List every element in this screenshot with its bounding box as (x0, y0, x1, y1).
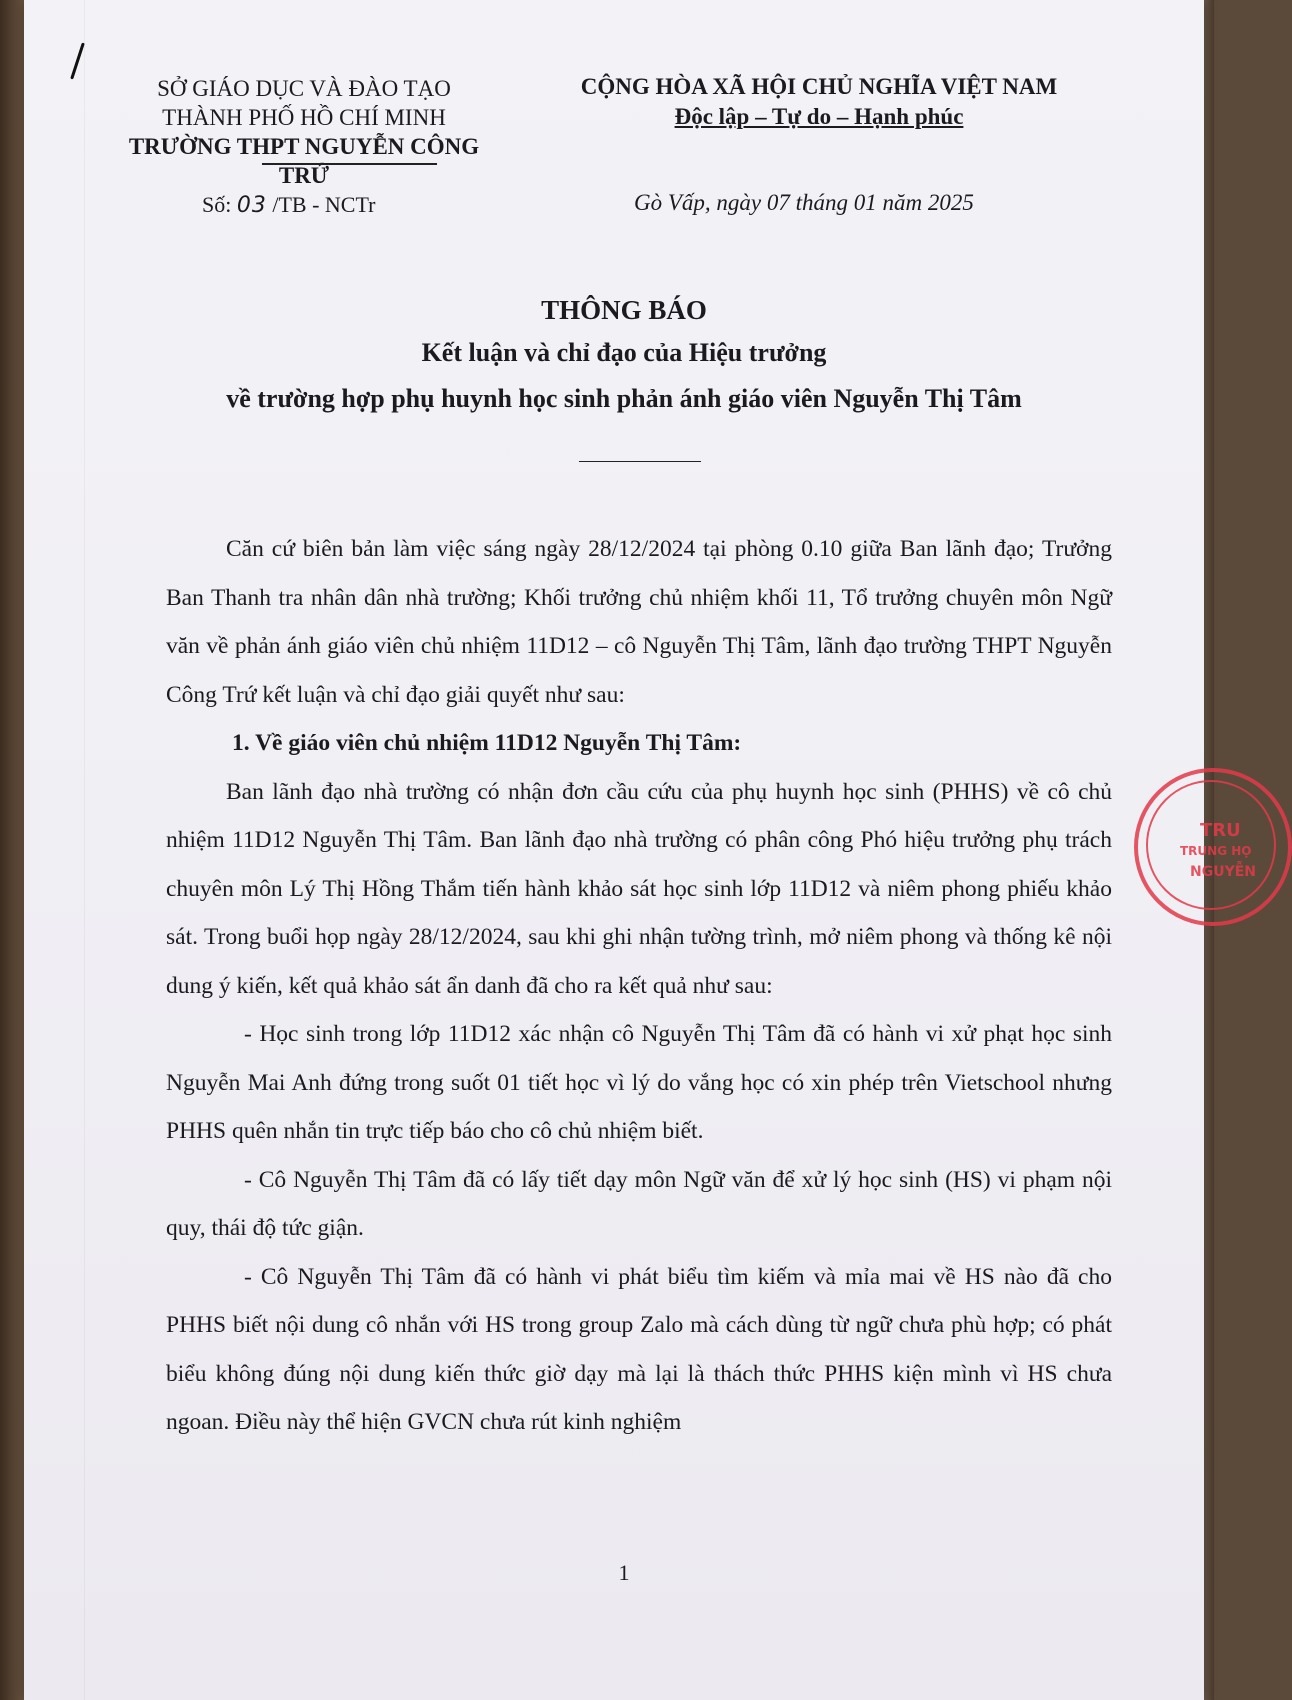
section-heading: 1. Về giáo viên chủ nhiệm 11D12 Nguyễn Thị Tâm: (232, 730, 742, 756)
finding-item-3: - Cô Nguyễn Thị Tâm đã có hành vi phát biểu tìm kiếm và mỉa mai về HS nào đã cho PHHS biết nội dung cô nhắn với HS trong group Zalo mà cách dùng từ ngữ chưa phù hợp; có phát biểu không đúng nội dung kiến thức giờ dạy mà lại là thách thức PHHS kiện mình vì HS chưa ngoan. Điều này thể hiện GVCN chưa rút kinh nghiệm (166, 1263, 1112, 1435)
title-divider (579, 461, 701, 462)
issuer-school: TRƯỜNG THPT NGUYỄN CÔNG TRỨ (128, 134, 480, 188)
document-number (202, 192, 375, 218)
issuer-block (104, 74, 504, 190)
finding-item-2: - Cô Nguyễn Thị Tâm đã có lấy tiết dạy môn Ngữ văn để xử lý học sinh (HS) vi phạm nội quy, thái độ tức giận. (166, 1166, 1112, 1241)
pen-mark (70, 42, 85, 79)
number-prefix: Số: (202, 192, 232, 217)
document-date: Gò Vấp, ngày 07 tháng 01 năm 2025 (634, 190, 974, 215)
national-motto: Độc lập – Tự do – Hạnh phúc (674, 104, 964, 129)
republic-name: CỘNG HÒA XÃ HỘI CHỦ NGHĨA VIỆT NAM (580, 74, 1058, 99)
issuer-department: SỞ GIÁO DỤC VÀ ĐÀO TẠO (157, 76, 451, 101)
page-number: 1 (618, 1560, 630, 1585)
intro-paragraph: Căn cứ biên bản làm việc sáng ngày 28/12/2024 tại phòng 0.10 giữa Ban lãnh đạo; Trưởng Ban Thanh tra nhân dân nhà trường; Khối trưởng chủ nhiệm khối 11, Tổ trưởng chuyên môn Ngữ văn về phản ánh giáo viên chủ nhiệm 11D12 – cô Nguyễn Thị Tâm, lãnh đạo trường THPT Nguyễn Công Trứ kết luận và chỉ đạo giải quyết như sau: (166, 536, 1112, 708)
document-title (144, 290, 1104, 422)
stamp-text-1: TRU (1200, 820, 1241, 841)
red-seal-stamp (1134, 768, 1292, 926)
section-paragraph: Ban lãnh đạo nhà trường có nhận đơn cầu cứu của phụ huynh học sinh (PHHS) về cô chủ nhiệm 11D12 Nguyễn Thị Tâm. Ban lãnh đạo nhà trường có phân công Phó hiệu trưởng phụ trách chuyên môn Lý Thị Hồng Thắm tiến hành khảo sát học sinh lớp 11D12 và niêm phong phiếu khảo sát. Trong buổi họp ngày 28/12/2024, sau khi ghi nhận tường trình, mở niêm phong và thống kê nội dung ý kiến, kết quả khảo sát ẩn danh đã cho ra kết quả như sau: (166, 778, 1112, 999)
number-suffix: /TB - NCTr (272, 192, 376, 217)
document-body (166, 525, 1112, 1447)
number-handwritten: 03 (236, 193, 267, 218)
national-header (539, 72, 1099, 132)
stamp-text-2: TRUNG HỌ (1180, 844, 1252, 858)
issuer-underline (262, 163, 437, 165)
issuer-city: THÀNH PHỐ HỒ CHÍ MINH (162, 105, 446, 130)
title-sub2: về trường hợp phụ huynh học sinh phản ánh giáo viên Nguyễn Thị Tâm (226, 384, 1022, 413)
finding-item-1: - Học sinh trong lớp 11D12 xác nhận cô Nguyễn Thị Tâm đã có hành vi xử phạt học sinh Nguyễn Mai Anh đứng trong suốt 01 tiết học vì lý do vắng học có xin phép trên Vietschool nhưng PHHS quên nhắn tin trực tiếp báo cho cô chủ nhiệm biết. (166, 1021, 1112, 1144)
title-sub1: Kết luận và chỉ đạo của Hiệu trưởng (421, 338, 827, 367)
title-main: THÔNG BÁO (541, 295, 707, 325)
paper-crease (84, 0, 85, 1700)
stamp-text-3: NGUYỄN (1190, 864, 1256, 880)
document-page (24, 0, 1256, 1700)
